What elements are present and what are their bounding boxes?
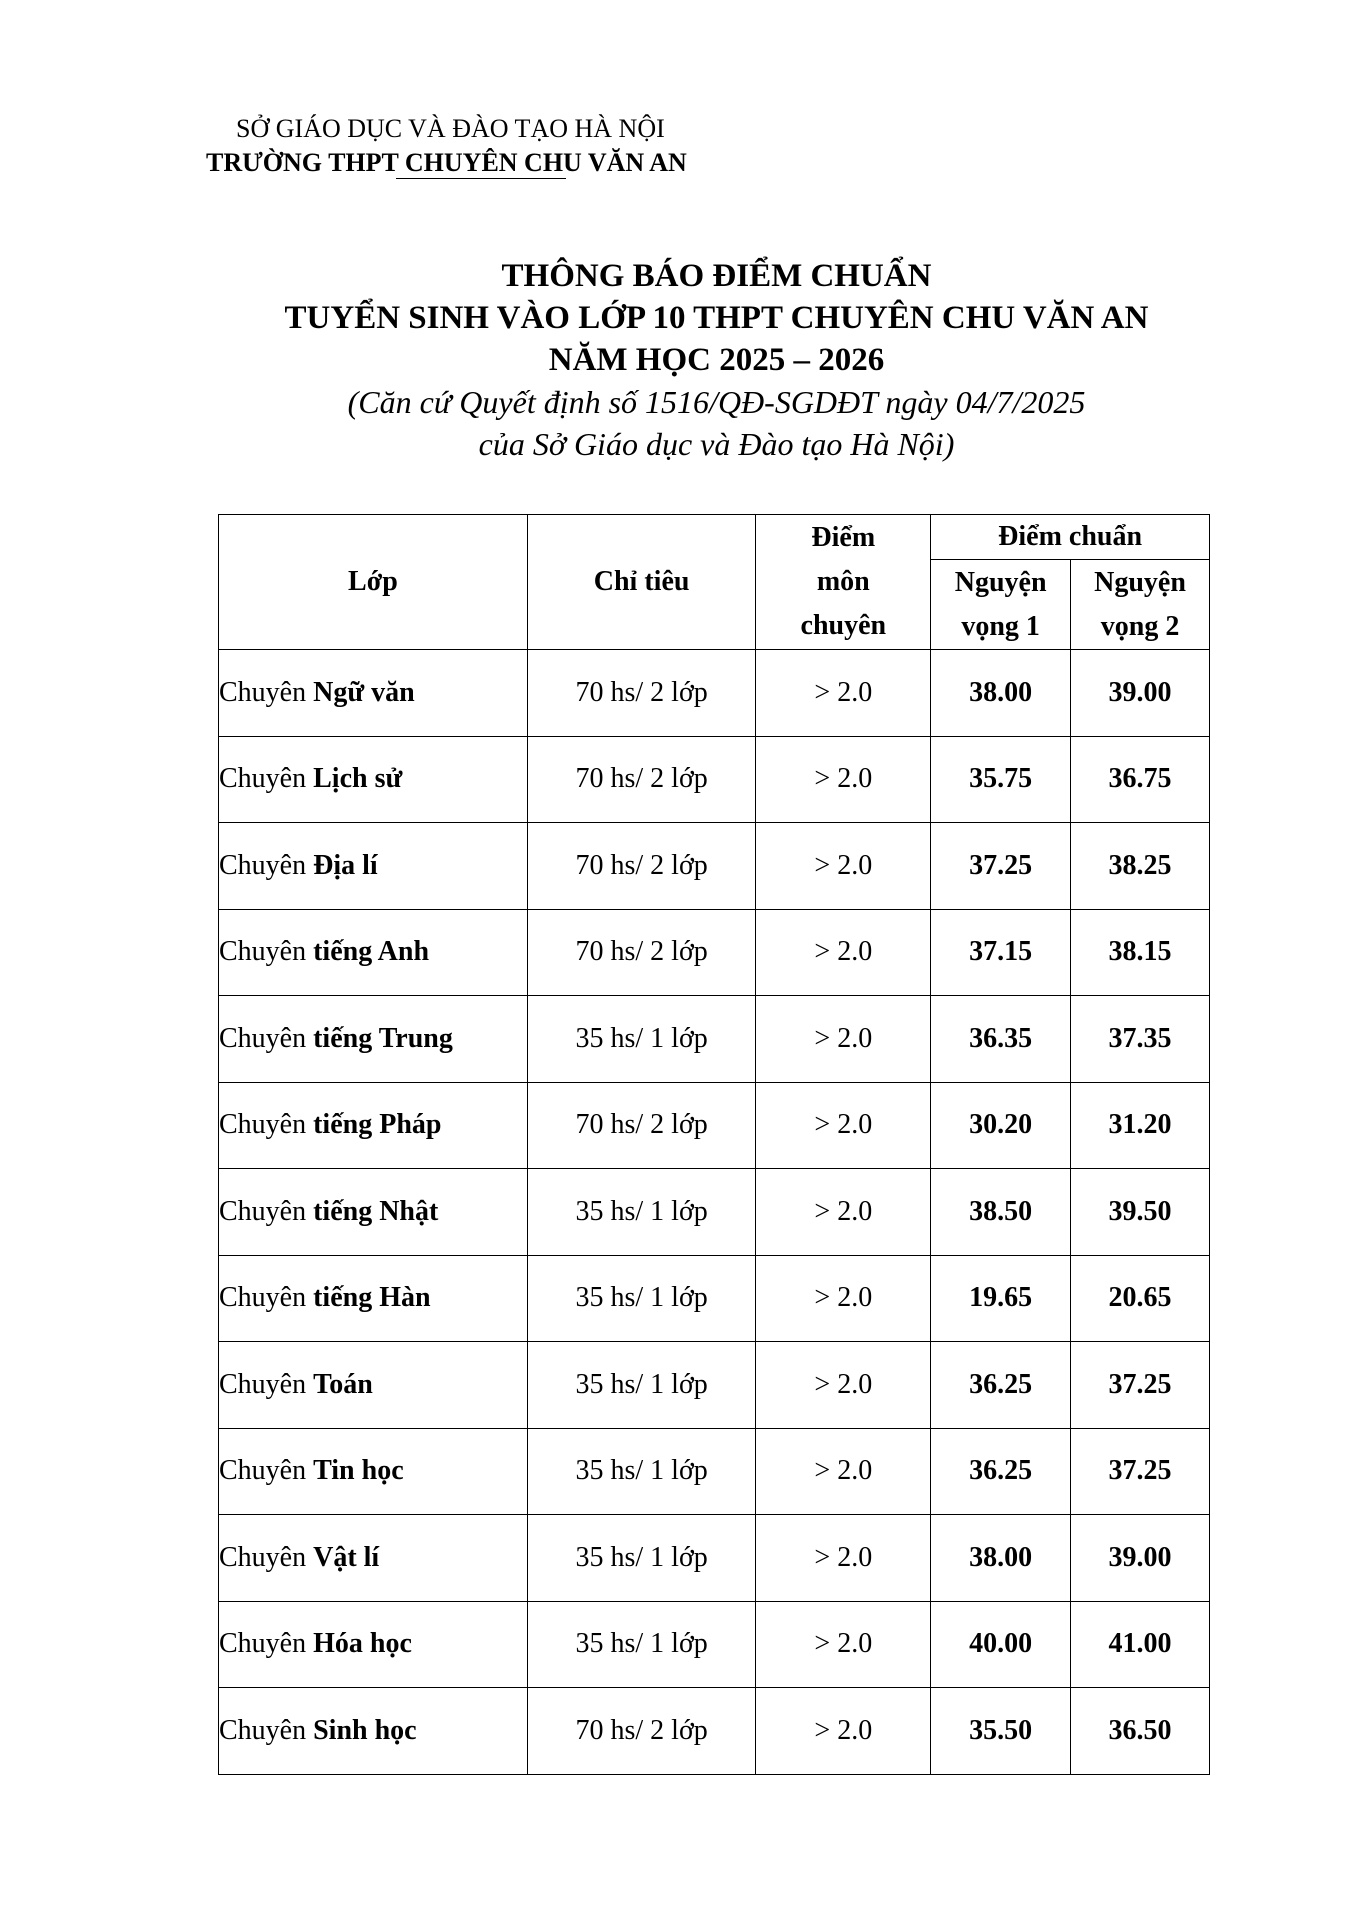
title-subtitle: TUYỂN SINH VÀO LỚP 10 THPT CHUYÊN CHU VĂN AN xyxy=(284,300,1149,336)
header-class: Lớp xyxy=(219,515,528,650)
header-min-specialty-line2: môn xyxy=(816,566,870,597)
cutoff-choice-2-cell: 36.75 xyxy=(1071,736,1210,823)
table-row xyxy=(219,1428,1210,1515)
class-prefix: Chuyên xyxy=(219,1195,307,1227)
quota-cell: 35 hs/ 1 lớp xyxy=(527,1515,756,1602)
cutoff-choice-2-cell: 41.00 xyxy=(1071,1601,1210,1688)
class-name-cell xyxy=(219,1515,528,1602)
class-name-cell xyxy=(219,1169,528,1256)
class-subject: Sinh học xyxy=(313,1714,417,1746)
cutoff-choice-2-cell: 39.00 xyxy=(1071,650,1210,737)
min-specialty-score-cell: > 2.0 xyxy=(756,1169,931,1256)
quota-cell: 35 hs/ 1 lớp xyxy=(527,1601,756,1688)
quota-cell: 35 hs/ 1 lớp xyxy=(527,996,756,1083)
class-name-cell xyxy=(219,823,528,910)
min-specialty-score-cell: > 2.0 xyxy=(756,736,931,823)
cutoff-choice-1-cell: 36.25 xyxy=(931,1342,1071,1429)
quota-cell: 70 hs/ 2 lớp xyxy=(527,736,756,823)
header-min-specialty-line1: Điểm xyxy=(811,522,876,553)
class-prefix: Chuyên xyxy=(219,1628,307,1660)
table-row xyxy=(219,823,1210,910)
class-subject: tiếng Nhật xyxy=(313,1195,439,1227)
class-name-cell xyxy=(219,736,528,823)
table-row xyxy=(219,1515,1210,1602)
title-school-year: NĂM HỌC 2025 – 2026 xyxy=(548,342,885,378)
min-specialty-score-cell: > 2.0 xyxy=(756,1342,931,1429)
table-row xyxy=(219,996,1210,1083)
min-specialty-score-cell: > 2.0 xyxy=(756,1255,931,1342)
cutoff-choice-1-cell: 36.25 xyxy=(931,1428,1071,1515)
cutoff-choice-1-cell: 38.00 xyxy=(931,1515,1071,1602)
cutoff-choice-1-cell: 38.50 xyxy=(931,1169,1071,1256)
table-header xyxy=(219,515,1210,650)
quota-cell: 70 hs/ 2 lớp xyxy=(527,823,756,910)
cutoff-choice-1-cell: 35.50 xyxy=(931,1688,1071,1775)
header-row-top xyxy=(219,515,1210,560)
class-name-cell xyxy=(219,1428,528,1515)
class-name-cell xyxy=(219,996,528,1083)
class-prefix: Chuyên xyxy=(219,936,307,968)
class-name-cell xyxy=(219,909,528,996)
header-choice-1-line2: vọng 1 xyxy=(961,610,1040,642)
header-choice-2-line2: vọng 2 xyxy=(1100,610,1180,642)
cutoff-choice-2-cell: 39.50 xyxy=(1071,1169,1210,1256)
class-prefix: Chuyên xyxy=(219,1368,307,1400)
table-row xyxy=(219,736,1210,823)
header-quota: Chỉ tiêu xyxy=(527,515,756,650)
header-choice-2 xyxy=(1071,560,1210,650)
table-row xyxy=(219,1688,1210,1775)
header-cutoff-score: Điểm chuẩn xyxy=(931,515,1210,560)
document-title-block xyxy=(0,255,1359,465)
table-body xyxy=(219,650,1210,1775)
class-prefix: Chuyên xyxy=(219,1541,307,1573)
class-name-cell xyxy=(219,1255,528,1342)
cutoff-choice-1-cell: 38.00 xyxy=(931,650,1071,737)
class-name-cell xyxy=(219,1688,528,1775)
cutoff-choice-2-cell: 20.65 xyxy=(1071,1255,1210,1342)
cutoff-choice-2-cell: 38.25 xyxy=(1071,823,1210,910)
min-specialty-score-cell: > 2.0 xyxy=(756,823,931,910)
cutoff-choice-2-cell: 31.20 xyxy=(1071,1082,1210,1169)
title-main: THÔNG BÁO ĐIỂM CHUẨN xyxy=(501,258,932,294)
cutoff-choice-1-cell: 19.65 xyxy=(931,1255,1071,1342)
class-subject: Lịch sử xyxy=(313,763,403,795)
cutoff-choice-2-cell: 37.25 xyxy=(1071,1428,1210,1515)
class-prefix: Chuyên xyxy=(219,1109,307,1141)
quota-cell: 35 hs/ 1 lớp xyxy=(527,1255,756,1342)
cutoff-choice-1-cell: 40.00 xyxy=(931,1601,1071,1688)
class-prefix: Chuyên xyxy=(219,1455,307,1487)
class-prefix: Chuyên xyxy=(219,1714,307,1746)
class-subject: tiếng Hàn xyxy=(313,1282,431,1314)
min-specialty-score-cell: > 2.0 xyxy=(756,1515,931,1602)
min-specialty-score-cell: > 2.0 xyxy=(756,996,931,1083)
class-subject: Hóa học xyxy=(313,1628,412,1660)
admission-scores-table xyxy=(218,514,1210,1775)
class-subject: Ngữ văn xyxy=(313,676,415,708)
cutoff-choice-2-cell: 37.25 xyxy=(1071,1342,1210,1429)
table-row xyxy=(219,1601,1210,1688)
class-subject: Toán xyxy=(313,1368,373,1400)
class-prefix: Chuyên xyxy=(219,1022,307,1054)
cutoff-choice-1-cell: 30.20 xyxy=(931,1082,1071,1169)
class-prefix: Chuyên xyxy=(219,676,307,708)
school-name: TRƯỜNG THPT CHUYÊN CHU VĂN AN xyxy=(206,148,687,177)
min-specialty-score-cell: > 2.0 xyxy=(756,1601,931,1688)
min-specialty-score-cell: > 2.0 xyxy=(756,909,931,996)
cutoff-choice-2-cell: 37.35 xyxy=(1071,996,1210,1083)
table-row xyxy=(219,1082,1210,1169)
header-choice-2-line1: Nguyện xyxy=(1094,566,1186,598)
cutoff-choice-2-cell: 38.15 xyxy=(1071,909,1210,996)
quota-cell: 35 hs/ 1 lớp xyxy=(527,1342,756,1429)
class-name-cell xyxy=(219,1342,528,1429)
department-name: SỞ GIÁO DỤC VÀ ĐÀO TẠO HÀ NỘI xyxy=(236,114,665,143)
quota-cell: 35 hs/ 1 lớp xyxy=(527,1428,756,1515)
table-row xyxy=(219,1255,1210,1342)
class-subject: tiếng Pháp xyxy=(313,1109,442,1141)
class-name-cell xyxy=(219,650,528,737)
cutoff-choice-1-cell: 35.75 xyxy=(931,736,1071,823)
header-choice-1 xyxy=(931,560,1071,650)
class-name-cell xyxy=(219,1082,528,1169)
header-min-specialty-score xyxy=(756,515,931,650)
cutoff-choice-2-cell: 39.00 xyxy=(1071,1515,1210,1602)
header-choice-1-line1: Nguyện xyxy=(954,566,1047,598)
table-row xyxy=(219,1169,1210,1256)
min-specialty-score-cell: > 2.0 xyxy=(756,1428,931,1515)
quota-cell: 70 hs/ 2 lớp xyxy=(527,650,756,737)
class-subject: Địa lí xyxy=(313,849,378,881)
class-prefix: Chuyên xyxy=(219,763,307,795)
issuing-organization xyxy=(206,112,687,180)
class-prefix: Chuyên xyxy=(219,849,307,881)
cutoff-choice-2-cell: 36.50 xyxy=(1071,1688,1210,1775)
header-underline xyxy=(396,178,566,179)
class-name-cell xyxy=(219,1601,528,1688)
legal-basis-line1: (Căn cứ Quyết định số 1516/QĐ-SGDĐT ngày 04/7/2025 xyxy=(347,384,1086,420)
min-specialty-score-cell: > 2.0 xyxy=(756,1688,931,1775)
min-specialty-score-cell: > 2.0 xyxy=(756,650,931,737)
cutoff-choice-1-cell: 36.35 xyxy=(931,996,1071,1083)
class-subject: Vật lí xyxy=(313,1541,380,1573)
class-subject: tiếng Anh xyxy=(313,936,430,968)
quota-cell: 70 hs/ 2 lớp xyxy=(527,909,756,996)
table-row xyxy=(219,650,1210,737)
table-row xyxy=(219,909,1210,996)
table-row xyxy=(219,1342,1210,1429)
cutoff-choice-1-cell: 37.25 xyxy=(931,823,1071,910)
min-specialty-score-cell: > 2.0 xyxy=(756,1082,931,1169)
quota-cell: 70 hs/ 2 lớp xyxy=(527,1082,756,1169)
quota-cell: 70 hs/ 2 lớp xyxy=(527,1688,756,1775)
header-min-specialty-line3: chuyên xyxy=(800,610,887,641)
class-subject: tiếng Trung xyxy=(313,1022,453,1054)
quota-cell: 35 hs/ 1 lớp xyxy=(527,1169,756,1256)
cutoff-choice-1-cell: 37.15 xyxy=(931,909,1071,996)
legal-basis-line2: của Sở Giáo dục và Đào tạo Hà Nội) xyxy=(478,426,955,462)
class-subject: Tin học xyxy=(313,1455,404,1487)
class-prefix: Chuyên xyxy=(219,1282,307,1314)
